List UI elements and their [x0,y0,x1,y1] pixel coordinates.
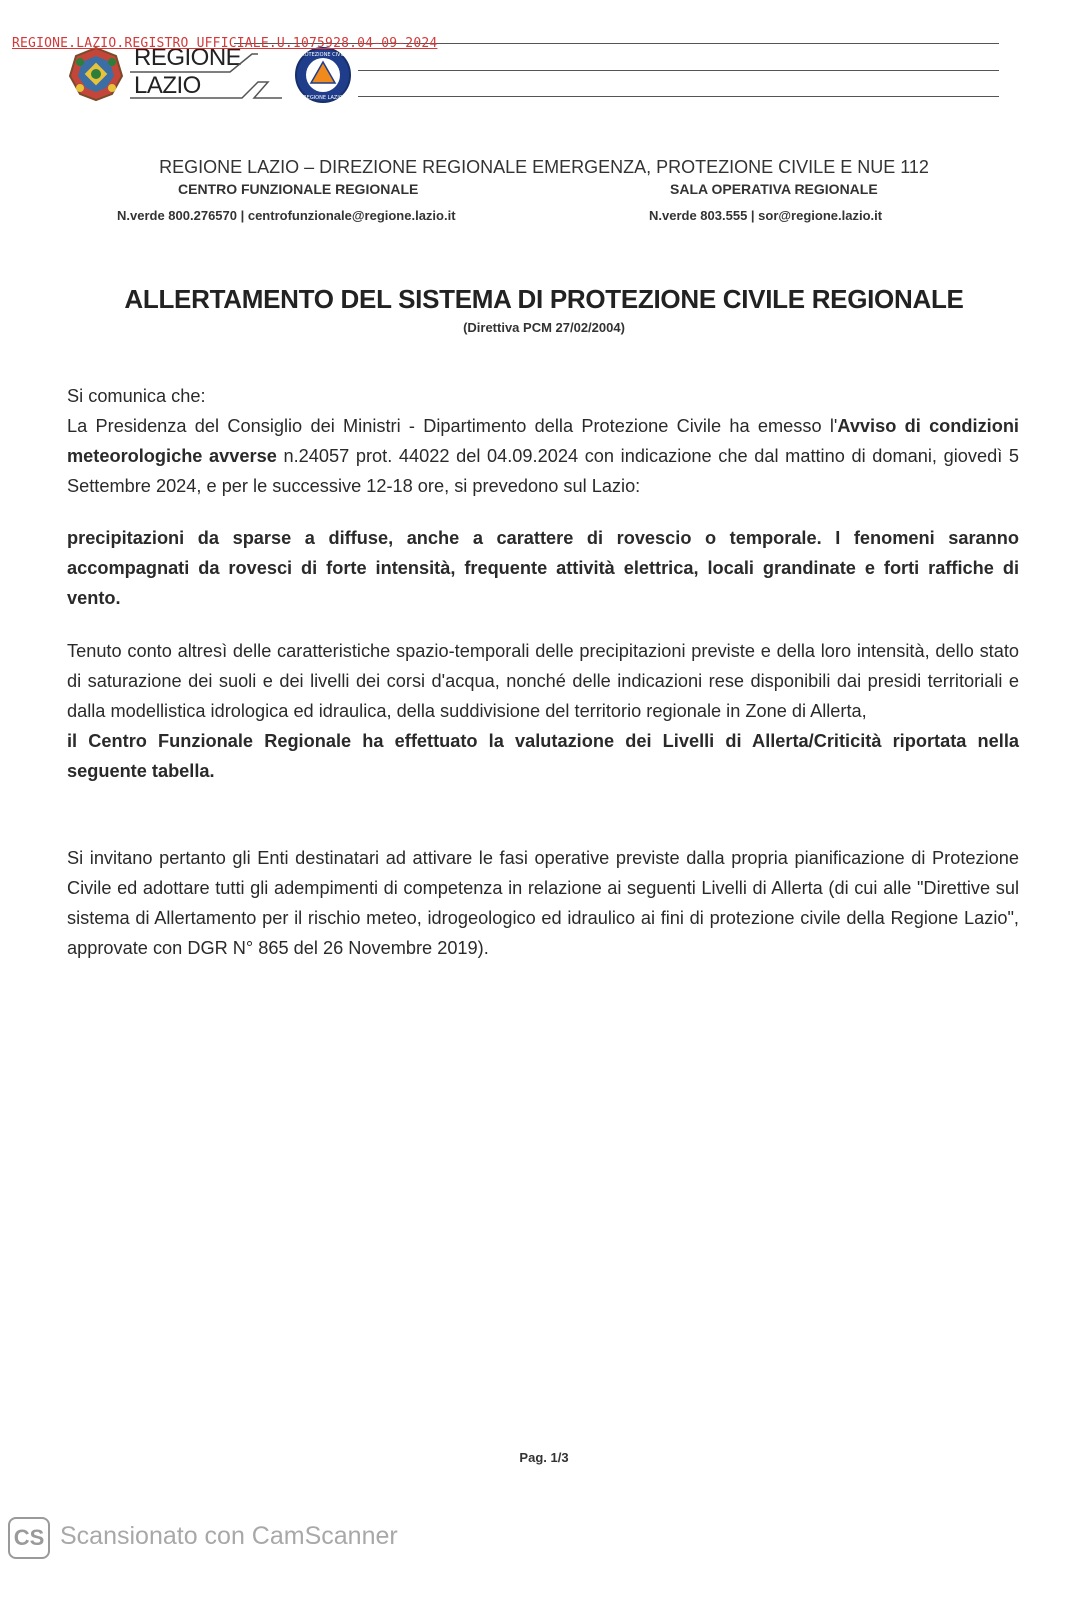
protezione-civile-logo-icon [294,46,352,104]
header-rule-2 [358,70,999,71]
invitation-paragraph: Si invitano pertanto gli Enti destinatari ad attivare le fasi operative previste dalla propria pianificazione di Protezione Civile ed adottare tutti gli adempimenti di competenza in relazione ai seguenti Livelli di Allerta (di cui alle "Direttive sul sistema di Allertamento per il rischio meteo, idrogeologico ed idraulico ai fini di protezione civile della Regione Lazio", approvate con DGR N° 865 del 26 Novembre 2019). [67,848,1019,958]
pc-logo-bottom-text: REGIONE LAZIO [303,95,343,101]
document-title: ALLERTAMENTO DEL SISTEMA DI PROTEZIONE CIVILE REGIONALE [124,284,964,314]
document-subtitle: (Direttiva PCM 27/02/2004) [463,320,625,335]
assessment-bold: il Centro Funzionale Regionale ha effettuato la valutazione dei Livelli di Allerta/Criticità riportata nella seguente tabella. [67,731,1019,781]
right-unit-contact: N.verde 803.555 | sor@regione.lazio.it [649,208,883,223]
header-rule-3 [358,96,999,97]
forecast-paragraph: precipitazioni da sparse a diffuse, anche a carattere di rovescio o temporale. I fenomeni saranno accompagnati da rovesci di forte intensità, frequente attività elettrica, locali grandinate e forti raffiche di vento. [67,528,1019,608]
camscanner-logo-icon: CS [8,1517,50,1559]
notice-paragraph [67,411,1019,501]
direction-heading: REGIONE LAZIO – DIREZIONE REGIONALE EMERGENZA, PROTEZIONE CIVILE E NUE 112 [159,157,929,177]
page-number: Pag. 1/3 [519,1450,569,1465]
notice-bold: Avviso di condizioni meteorologiche avverse [67,416,1019,466]
brand-line-1: REGIONE [134,44,242,71]
camscanner-watermark: Scansionato con CamScanner [60,1522,398,1550]
left-unit-contact: N.verde 800.276570 | centrofunzionale@regione.lazio.it [117,208,456,223]
intro-paragraph [67,381,1019,501]
registry-stamp: REGIONE.LAZIO.REGISTRO UFFICIALE.U.1075928.04-09-2024 [12,36,438,51]
brand-line-2: LAZIO [134,72,201,99]
assessment-paragraph [67,636,1019,786]
regione-lazio-coat-of-arms-icon [68,46,124,102]
assessment-text: Tenuto conto altresì delle caratteristiche spazio-temporali delle precipitazioni previste e della loro intensità, dello stato di saturazione dei suoli e dei livelli dei corsi d'acqua, nonché delle indicazioni rese disponibili dai presidi territoriali e dalla modellistica idrologica ed idraulica, della suddivisione del territorio regionale in Zone di Allerta, [67,641,1019,721]
intro-line: Si comunica che: [67,386,206,406]
right-unit-name: SALA OPERATIVA REGIONALE [670,181,878,197]
notice-text-a: La Presidenza del Consiglio dei Ministri - Dipartimento della Protezione Civile ha emesso l' [67,416,838,436]
pc-logo-top-text: PROTEZIONE CIVILE [298,52,348,58]
notice-text-b: n.24057 prot. 44022 del 04.09.2024 con indicazione che dal mattino di domani, giovedì 5 Settembre 2024, e per le successive 12-18 ore, si prevedono sul Lazio: [67,446,1020,496]
left-unit-name: CENTRO FUNZIONALE REGIONALE [178,181,419,197]
